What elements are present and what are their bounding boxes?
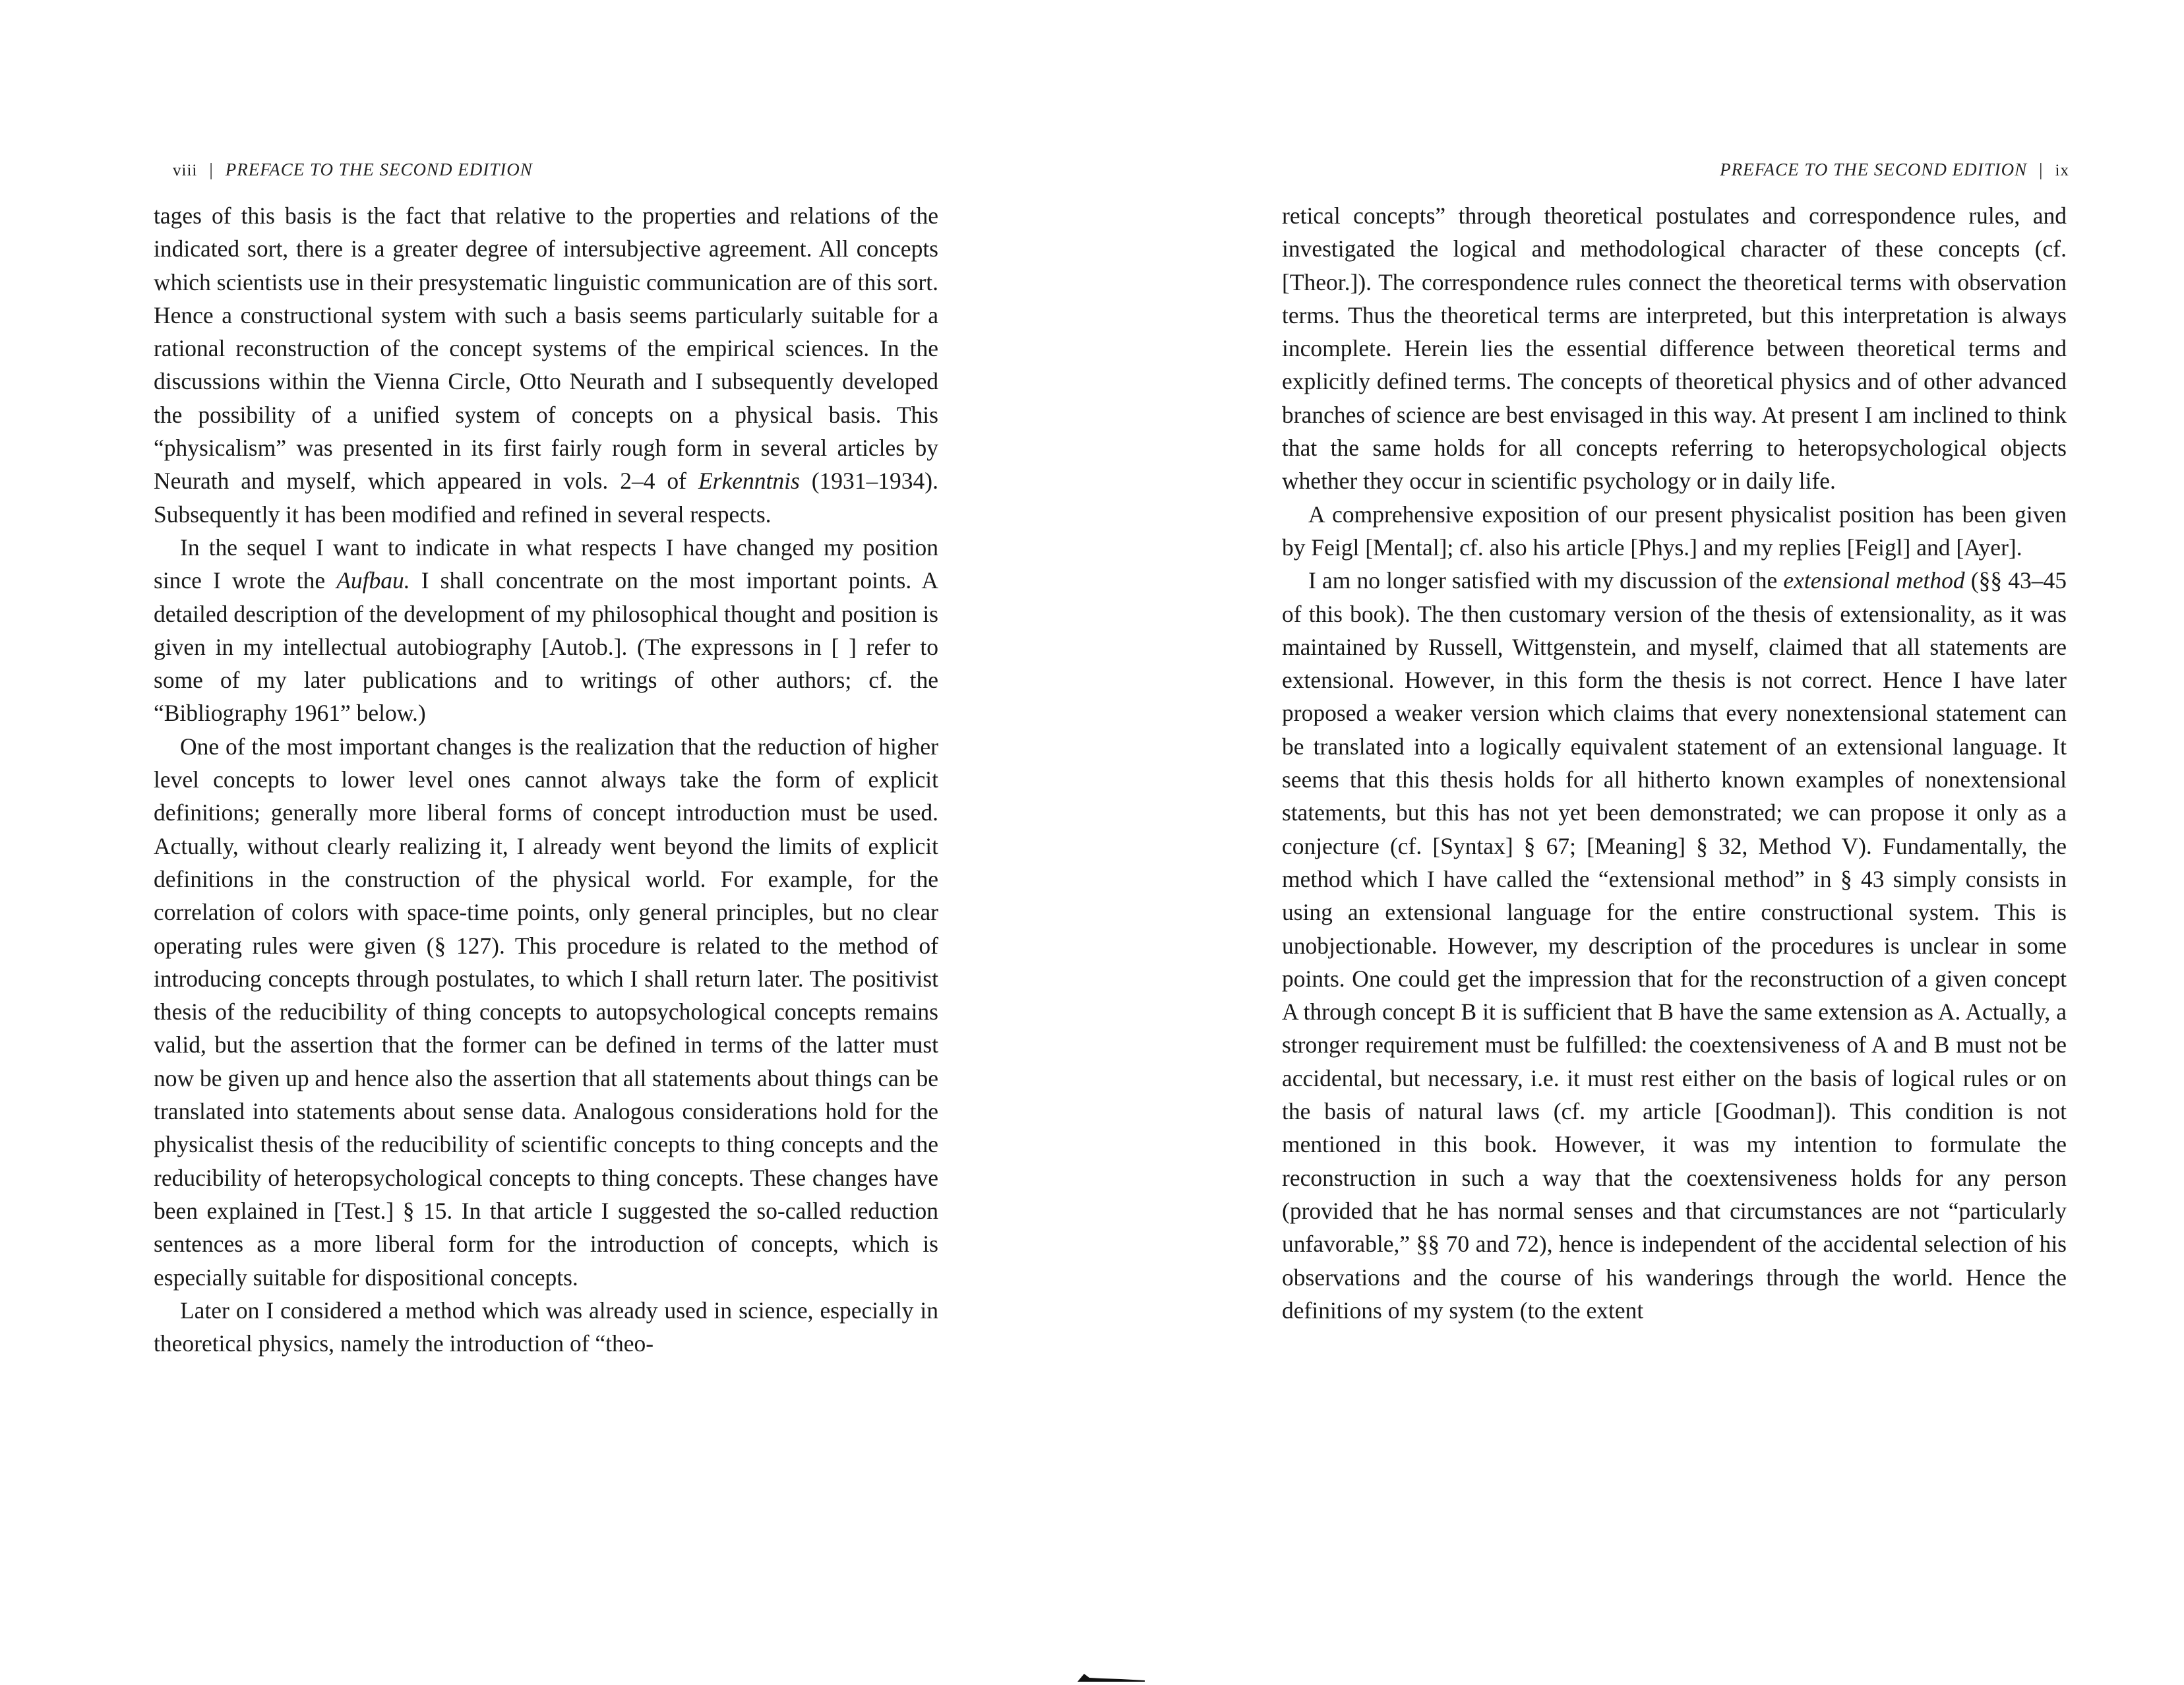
right-paragraph-1: retical concepts” through theoretical postulates and correspondence rules, and investigated the logical and methodological character of these concepts (cf. [Theor.]). The correspondence rules connect the theoretical terms with observation terms. Thus the theoretical terms are interpreted, but this interpretation is always incomplete. Herein lies the essential difference between theoretical terms and explicitly defined terms. The concepts of theoretical physics and of other advanced branches of science are best envisaged in this way. At present I am inclined to think that the same holds for all concepts referring to heteropsychological objects whether they occur in scientific psychology or in daily life. (1282, 202, 2067, 495)
left-paragraph-1 (154, 199, 938, 531)
left-paragraph-2-tail: I shall concentrate on the most important points. A detailed description of the development of my philosophical thought and position is given in my intellectual autobiography [Autob.]. (The expressons in [ ] refer to some of my later publications and to writings of other authors; cf. the “Bibliography 1961” below.) (154, 567, 938, 727)
left-paragraph-2-text: In the sequel I want to indicate in what respects I have changed my position since I wrote the (154, 534, 938, 594)
right-head-separator: | (2039, 160, 2044, 179)
left-paragraph-2 (154, 531, 938, 730)
left-paragraph-1-text: tages of this basis is the fact that relative to the properties and relations of the indicated sort, there is a greater degree of intersubjective agreement. All concepts which scientists use in their presystematic linguistic communication are of this sort. Hence a constructional system with such a basis seems particularly suitable for a rational reconstruction of the concept systems of the empirical sciences. In the discussions within the Vienna Circle, Otto Neurath and I subsequently developed the possibility of a unified system of concepts on a physical basis. This “physicalism” was presented in its first fairly rough form in several articles by Neurath and myself, which appeared in vols. 2–4 of (154, 202, 938, 495)
right-folio: ix (2055, 162, 2069, 179)
right-paragraph-3-tail: (§§ 43–45 of this book). The then customary version of the thesis of extensionality, as it was maintained by Russell, Wittgenstein, and myself, claimed that all statements are extensional. However, in this form the thesis is not correct. Hence I have later proposed a weaker version which claims that every nonextensional statement can be translated into a logically equivalent statement of an extensional language. It seems that this thesis holds for all hitherto known examples of nonextensional statements, but this has not yet been demonstrated; (1282, 567, 2067, 826)
left-head-separator: | (209, 160, 214, 179)
right-page (1092, 0, 2184, 1685)
left-paragraph-4: Later on I considered a method which was already used in science, especially in theoretical physics, namely the introduction of “theo- (154, 1297, 938, 1357)
right-running-head (1720, 160, 2069, 180)
right-paragraph-3-italic: extensional method (1783, 567, 1965, 594)
left-paragraph-2-italic: Aufbau. (336, 567, 410, 594)
right-paragraph-2: A comprehensive exposition of our present physicalist position has been given by Feigl [Mental]; cf. also his article [Phys.] and my replies [Feigl] and [Ayer]. (1282, 501, 2067, 561)
right-text-block (1282, 199, 2067, 1327)
right-paragraph-3-text: I am no longer satisfied with my discussion of the (1308, 567, 1784, 594)
left-running-head (173, 160, 533, 180)
left-paragraph-3: One of the most important changes is the realization that the reduction of higher level concepts to lower level ones cannot always take the form of explicit definitions; generally more liberal forms of concept introduction must be used. Actually, without clearly realizing it, I already went beyond the limits of explicit definitions in the construction of the physical world. For example, for the correlation of colors with space-time points, only general principles, but no clear operating rules were given (§ 127). This procedure is related to the method of introducing concepts through postulates, to which I shall return later. The positivist thesis of the reducibility of thing concepts to autopsychological concepts remains valid, but the assertion that the former can be defined in terms of the latter must now be given up and hence also the assertion that all statements about things can be translated into statements about sense data. Analogous considerations hold for the physicalist thesis of the reducibility of scientific concepts to thing concepts and the reducibility of heteropsychological concepts to thing concepts. These changes have been explained in [Test.] § 15. In that article I suggested the so-called reduction sentences as a more liberal form for the introduction of concepts, which is especially suitable for dispositional concepts. (154, 733, 938, 1291)
left-folio: viii (173, 162, 198, 179)
left-paragraph-1-tail: (1931–1934). Subsequently it has been modified and refined in several respects. (154, 468, 938, 528)
left-running-title: PREFACE TO THE SECOND EDITION (225, 160, 533, 179)
left-text-block (154, 199, 938, 1360)
right-paragraph-3-continuation: we can propose it only as a conjecture (cf. [Syntax] § 67; [Meaning] § 32, Method V). Fundamentally, the method which I have called the “extensional method” in § 43 simply consists in using an extensional language for the entire constructional system. This is unobjectionable. However, my description of the procedures is unclear in some points. One could get the impression that for the reconstruction of a given concept A through concept B it is sufficient that B have the same extension as A. Actually, a stronger requirement must be fulfilled: the coextensiveness of A and B must not be accidental, but necessary, i.e. it must rest either on the basis of logical rules or on the basis of natural laws (cf. my article [Goodman]). This condition is not mentioned in this book. However, it was my intention to formulate the reconstruction in such a way that the coextensiveness holds for any person (provided that he has normal senses and that circumstances are not “particularly unfavorable,” §§ 70 and 72), hence is independent of the accidental selection of his observations and the course of his wanderings through the world. Hence the definitions of my system (to the extent (1282, 799, 2067, 1324)
left-paragraph-1-italic: Erkenntnis (698, 468, 800, 495)
right-running-title: PREFACE TO THE SECOND EDITION (1720, 160, 2028, 179)
right-paragraph-3 (1282, 564, 2067, 1327)
bottom-ornament-icon (1075, 1670, 1147, 1683)
